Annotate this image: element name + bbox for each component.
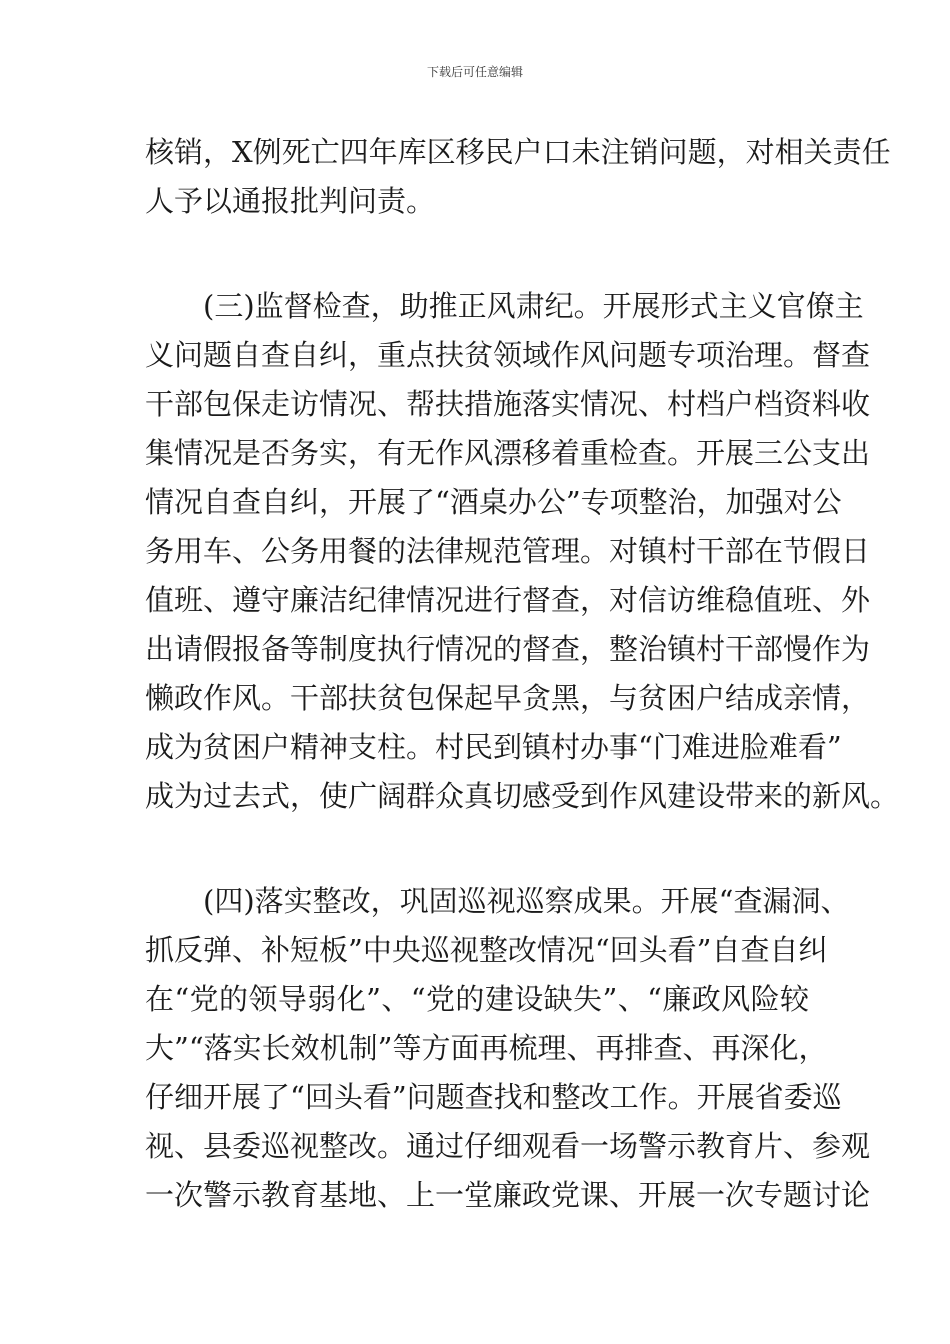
text-line: 懒政作风。干部扶贫包保起早贪黑，与贫困户结成亲情， <box>145 681 871 715</box>
text-line: (三)监督检查，助推正风肃纪。开展形式主义官僚主 <box>203 289 864 323</box>
text-line: 人予以通报批判问责。 <box>145 184 436 218</box>
text-line: 成为过去式，使广阔群众真切感受到作风建设带来的新风。 <box>145 779 900 813</box>
paragraph-3 <box>145 877 871 1220</box>
text-line: 抓反弹、补短板”中央巡视整改情况“回头看”自查自纠 <box>145 933 828 967</box>
paragraph-1 <box>145 128 891 226</box>
text-line: 核销，X例死亡四年库区移民户口未注销问题，对相关责任 <box>145 135 891 169</box>
text-line: 视、县委巡视整改。通过仔细观看一场警示教育片、参观 <box>145 1129 871 1163</box>
text-line: 仔细开展了“回头看”问题查找和整改工作。开展省委巡 <box>145 1080 842 1114</box>
paragraph-gap <box>145 226 809 282</box>
paragraph-gap <box>145 821 809 877</box>
text-line: 在“党的领导弱化”、“党的建设缺失”、“廉政风险较 <box>145 982 809 1016</box>
text-line: 务用车、公务用餐的法律规范管理。对镇村干部在节假日 <box>145 534 871 568</box>
text-line: 情况自查自纠，开展了“酒桌办公”专项整治，加强对公 <box>145 485 842 519</box>
paragraph-2 <box>145 282 900 821</box>
text-line: 出请假报备等制度执行情况的督查，整治镇村干部慢作为 <box>145 632 871 666</box>
text-line: (四)落实整改，巩固巡视巡察成果。开展“查漏洞、 <box>203 884 850 918</box>
text-line: 义问题自查自纠，重点扶贫领域作风问题专项治理。督查 <box>145 338 871 372</box>
text-line: 成为贫困户精神支柱。村民到镇村办事“门难进脸难看” <box>145 730 842 764</box>
text-line: 一次警示教育基地、上一堂廉政党课、开展一次专题讨论 <box>145 1178 871 1212</box>
text-line: 大”“落实长效机制”等方面再梳理、再排查、再深化， <box>145 1031 828 1065</box>
text-line: 值班、遵守廉洁纪律情况进行督查，对信访维稳值班、外 <box>145 583 871 617</box>
page-header: 下载后可任意编辑 <box>426 65 523 79</box>
text-line: 干部包保走访情况、帮扶措施落实情况、村档户档资料收 <box>145 387 871 421</box>
document-body <box>145 128 900 1220</box>
text-line: 集情况是否务实，有无作风漂移着重检查。开展三公支出 <box>145 436 871 470</box>
